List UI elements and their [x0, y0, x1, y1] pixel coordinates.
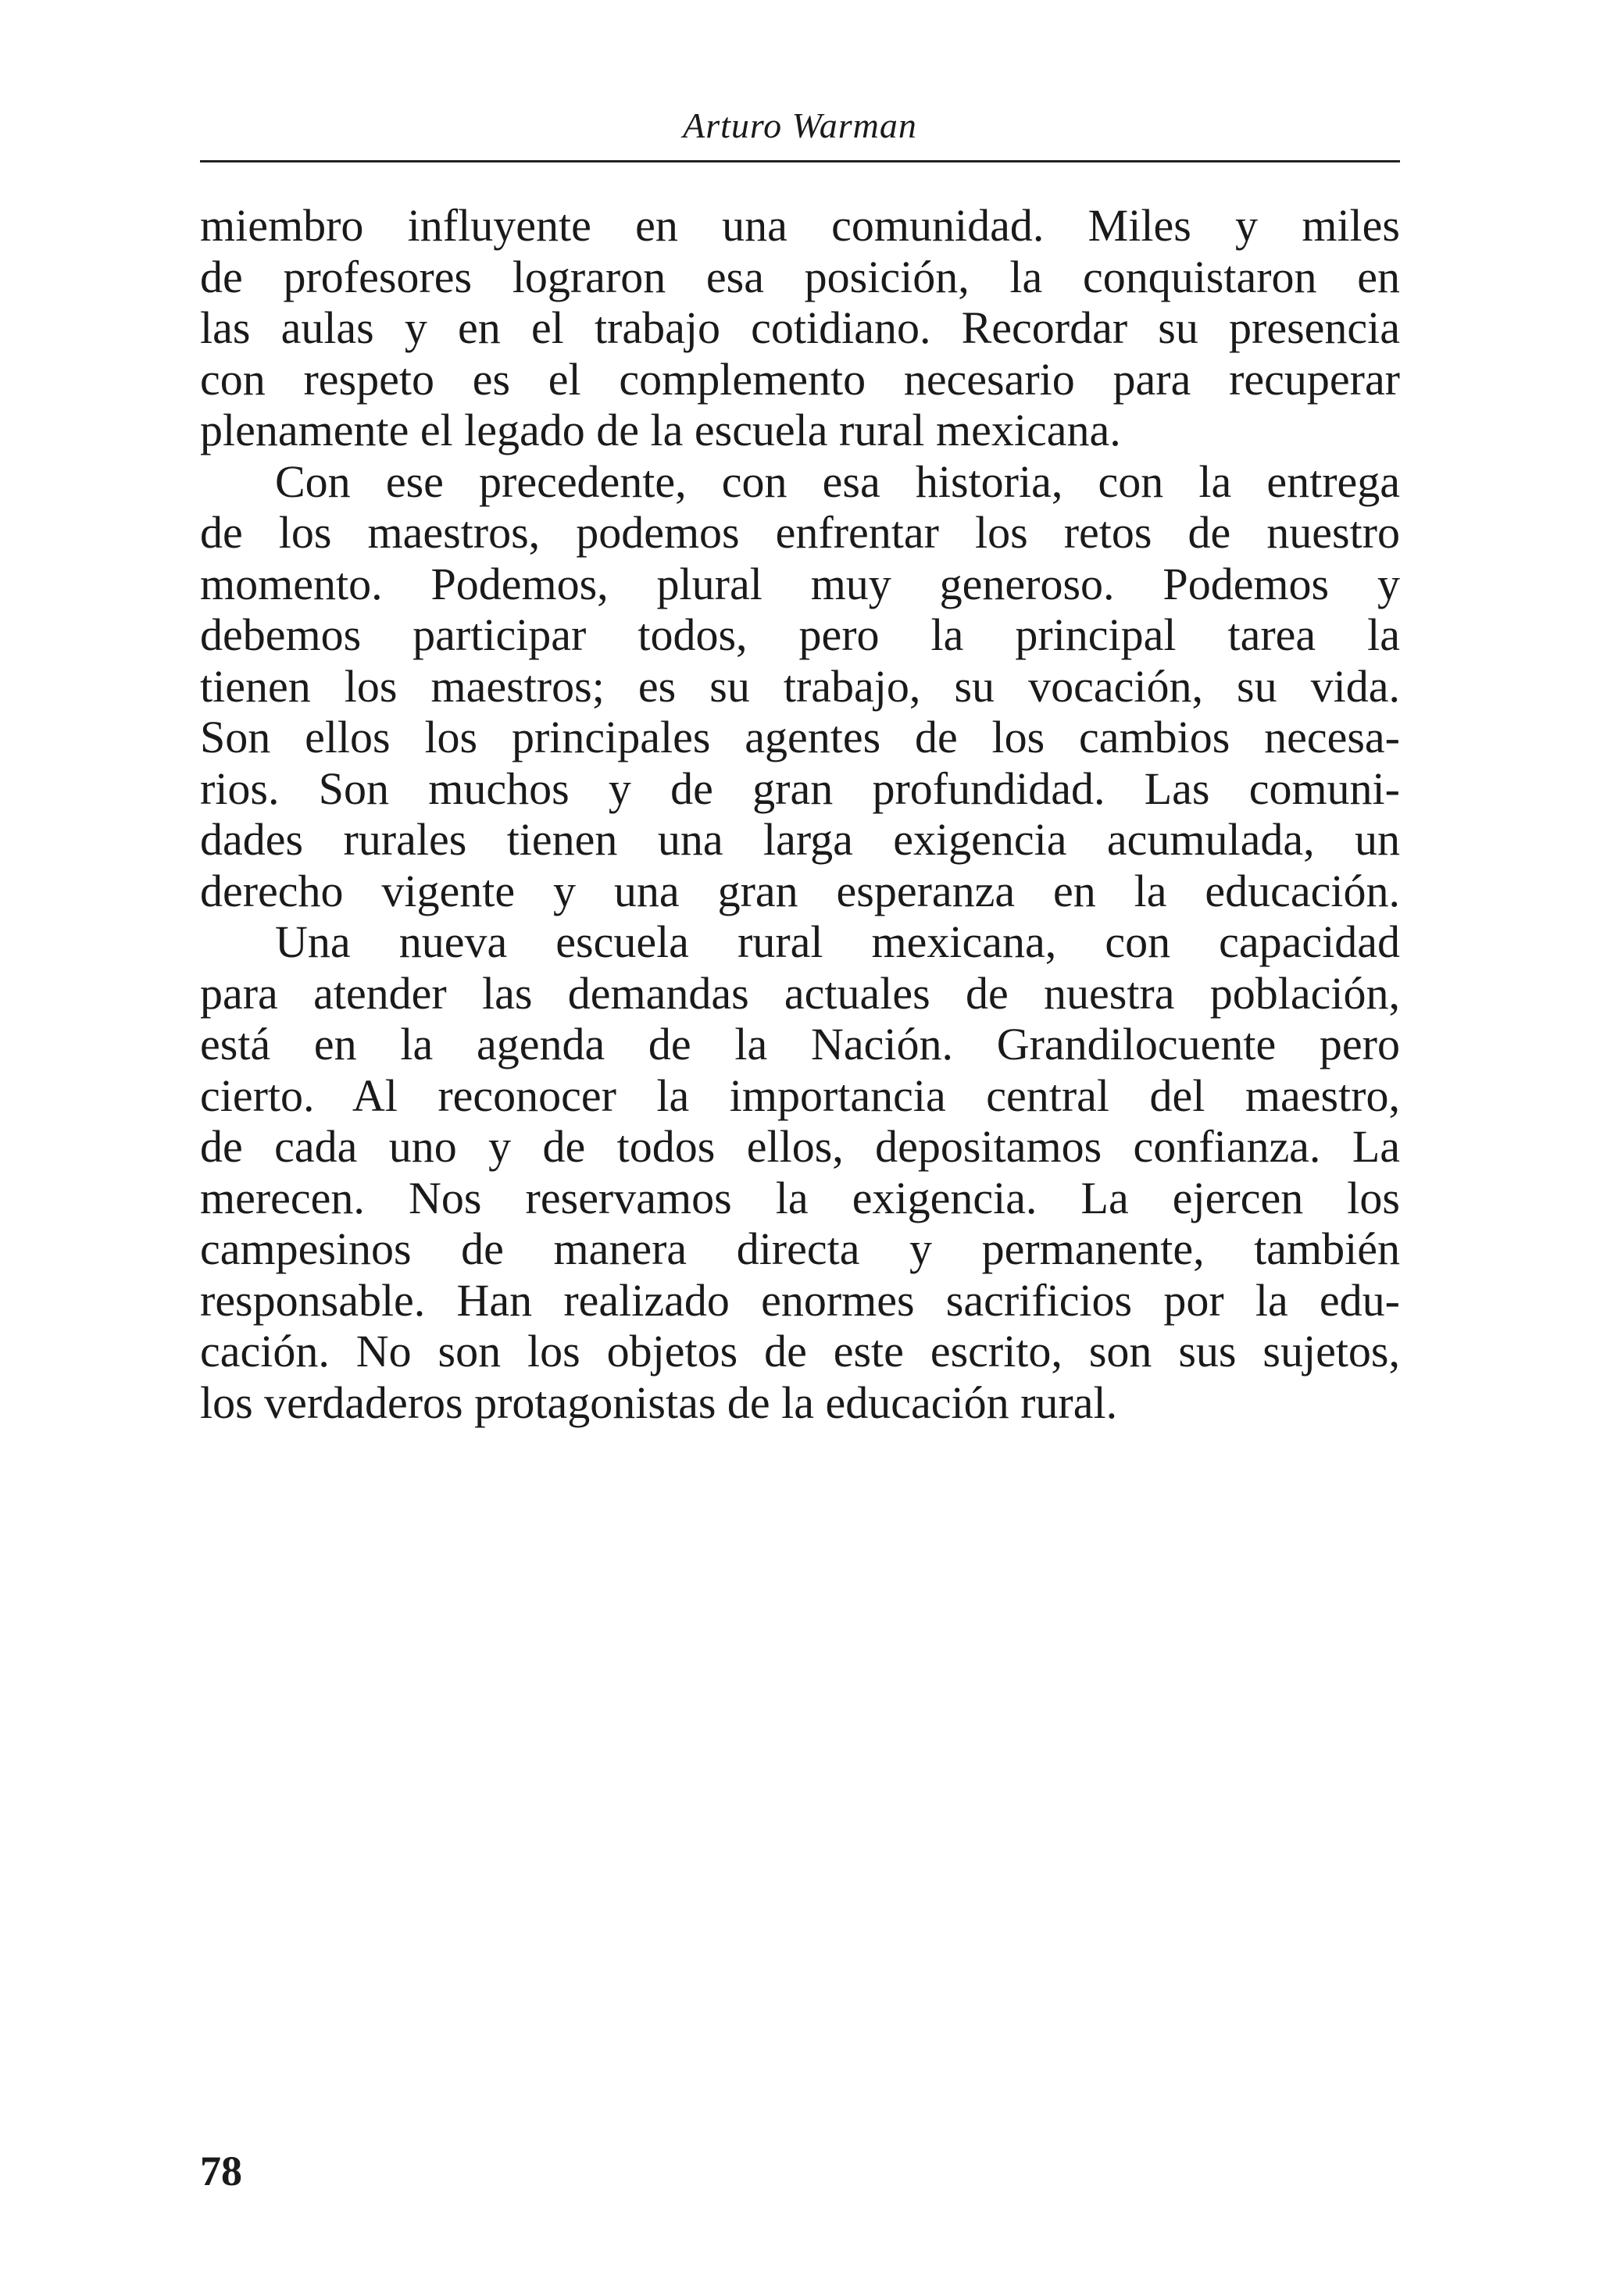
text-line: debemos participar todos, pero la principal tarea la	[200, 609, 1400, 660]
text-line: cación. No son los objetos de este escrito, son sus sujetos,	[200, 1326, 1400, 1377]
text-line: para atender las demandas actuales de nuestra población,	[200, 967, 1400, 1019]
text-line: momento. Podemos, plural muy generoso. Podemos y	[200, 558, 1400, 609]
text-line: miembro influyente en una comunidad. Miles y miles	[200, 200, 1400, 251]
text-line: dades rurales tienen una larga exigencia acumulada, un	[200, 814, 1400, 865]
text-line: las aulas y en el trabajo cotidiano. Recordar su presencia	[200, 302, 1400, 353]
text-line: merecen. Nos reservamos la exigencia. La ejercen los	[200, 1172, 1400, 1223]
text-line: los verdaderos protagonistas de la educación rural.	[200, 1377, 1118, 1428]
text-line: campesinos de manera directa y permanente, también	[200, 1223, 1400, 1274]
text-line: plenamente el legado de la escuela rural mexicana.	[200, 405, 1121, 455]
text-line: responsable. Han realizado enormes sacrificios por la edu-	[200, 1274, 1400, 1326]
page-number: 78	[200, 2148, 242, 2194]
text-line: Una nueva escuela rural mexicana, con capacidad	[275, 916, 1400, 967]
text-line: Son ellos los principales agentes de los cambios necesa-	[200, 712, 1400, 762]
text-line: tienen los maestros; es su trabajo, su vocación, su vida.	[200, 660, 1400, 712]
running-head: Arturo Warman	[683, 105, 917, 145]
body-text	[200, 200, 1400, 1428]
text-line: de cada uno y de todos ellos, depositamos confianza. La	[200, 1121, 1400, 1172]
text-line: cierto. Al reconocer la importancia central del maestro,	[200, 1069, 1400, 1121]
text-line: está en la agenda de la Nación. Grandilocuente pero	[200, 1019, 1400, 1069]
text-line: derecho vigente y una gran esperanza en la educación.	[200, 865, 1400, 916]
text-line: con respeto es el complemento necesario para recuperar	[200, 353, 1400, 405]
text-line: de los maestros, podemos enfrentar los retos de nuestro	[200, 507, 1400, 558]
text-line: Con ese precedente, con esa historia, con la entrega	[275, 455, 1400, 507]
header-rule	[200, 160, 1400, 162]
text-line: rios. Son muchos y de gran profundidad. Las comuni-	[200, 762, 1400, 814]
text-line: de profesores lograron esa posición, la conquistaron en	[200, 251, 1400, 302]
